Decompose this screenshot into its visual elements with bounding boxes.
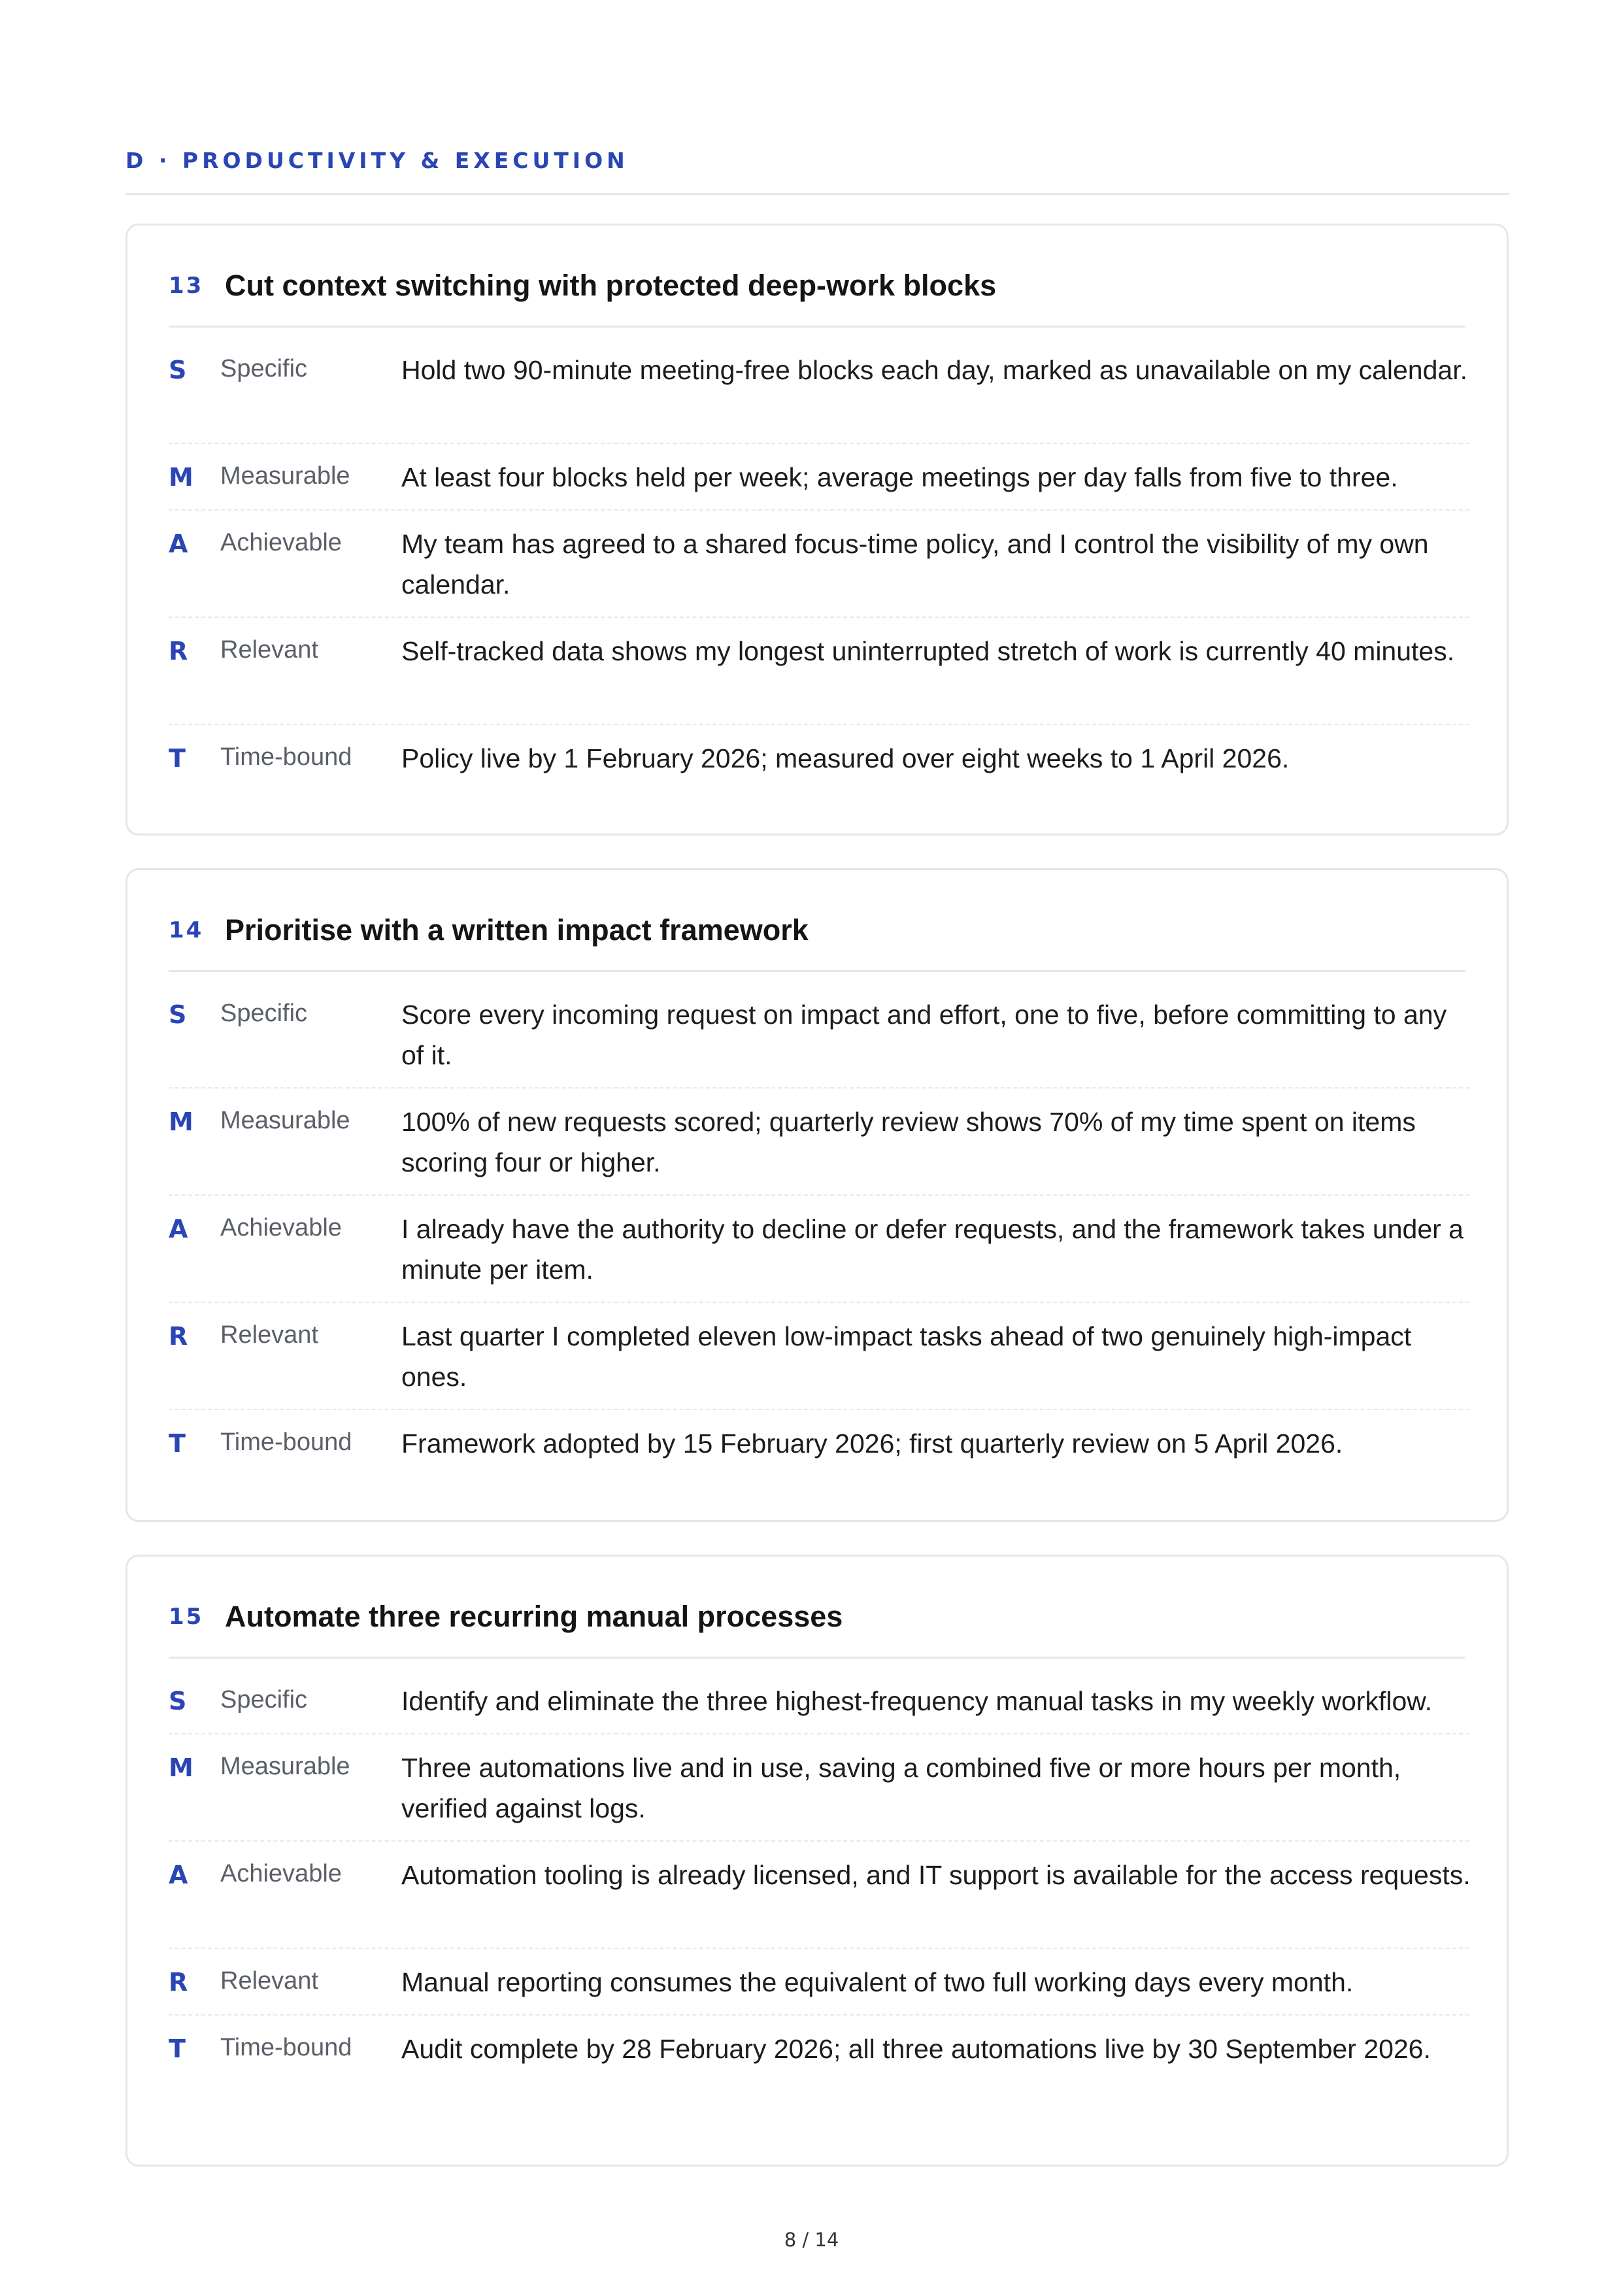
smart-row-measurable [169, 444, 1469, 511]
smart-description: My team has agreed to a shared focus-time policy, and I control the visibility of my own calendar. [401, 529, 1429, 599]
smart-letter: S [169, 1687, 187, 1715]
smart-criterion: Relevant [220, 1321, 318, 1349]
smart-description: Last quarter I completed eleven low-impact tasks ahead of two genuinely high-impact ones. [401, 1321, 1412, 1392]
smart-row-time-bound [169, 2016, 1469, 2082]
smart-letter: M [169, 1753, 193, 1782]
smart-letter: A [169, 1215, 188, 1243]
smart-criterion: Achievable [220, 529, 342, 556]
smart-criterion: Time-bound [220, 2034, 352, 2061]
goal-card [125, 224, 1509, 836]
smart-row-time-bound [169, 725, 1469, 792]
smart-description: Framework adopted by 15 February 2026; first quarterly review on 5 April 2026. [401, 1428, 1343, 1459]
smart-description: At least four blocks held per week; average meetings per day falls from five to three. [401, 462, 1398, 492]
smart-criterion: Time-bound [220, 743, 352, 771]
goal-header [169, 260, 1465, 328]
goal-title: Cut context switching with protected deep-work blocks [225, 269, 997, 302]
smart-letter: T [169, 744, 186, 773]
smart-criterion: Measurable [220, 1753, 350, 1780]
smart-description: Score every incoming request on impact and effort, one to five, before committing to any of it. [401, 1000, 1447, 1070]
smart-description: 100% of new requests scored; quarterly review shows 70% of my time spent on items scoring four or higher. [401, 1107, 1416, 1177]
page-number: 8 / 14 [784, 2229, 839, 2251]
section-title: D · PRODUCTIVITY & EXECUTION [125, 148, 629, 173]
smart-description: Policy live by 1 February 2026; measured over eight weeks to 1 April 2026. [401, 743, 1290, 773]
section-header [125, 145, 1509, 195]
smart-description: Automation tooling is already licensed, and IT support is available for the access requests. [401, 1860, 1471, 1890]
smart-letter: R [169, 1322, 188, 1351]
smart-row-achievable [169, 1196, 1469, 1303]
smart-criterion: Measurable [220, 462, 350, 490]
smart-criterion: Achievable [220, 1860, 342, 1887]
goal-card [125, 868, 1509, 1522]
goal-number: 13 [169, 273, 204, 299]
smart-row-achievable [169, 1842, 1469, 1949]
smart-row-specific [169, 981, 1469, 1089]
smart-rows [169, 981, 1469, 1477]
smart-rows [169, 1668, 1469, 2082]
smart-letter: A [169, 530, 188, 558]
smart-letter: S [169, 1000, 187, 1029]
smart-description: Identify and eliminate the three highest-frequency manual tasks in my weekly workflow. [401, 1686, 1432, 1716]
smart-criterion: Specific [220, 355, 308, 382]
smart-description: Hold two 90-minute meeting-free blocks each day, marked as unavailable on my calendar. [401, 355, 1467, 385]
smart-row-specific [169, 1668, 1469, 1734]
smart-letter: T [169, 1429, 186, 1458]
smart-description: I already have the authority to decline or defer requests, and the framework takes under a minute per item. [401, 1214, 1464, 1285]
goal-number: 15 [169, 1604, 204, 1630]
goal-title: Automate three recurring manual processes [225, 1600, 843, 1633]
goal-title: Prioritise with a written impact framework [225, 913, 809, 947]
smart-row-measurable [169, 1089, 1469, 1196]
smart-row-relevant [169, 1303, 1469, 1410]
smart-row-time-bound [169, 1410, 1469, 1477]
smart-row-relevant [169, 1949, 1469, 2016]
smart-description: Audit complete by 28 February 2026; all three automations live by 30 September 2026. [401, 2034, 1431, 2064]
smart-letter: R [169, 637, 188, 666]
smart-letter: A [169, 1861, 188, 1889]
smart-criterion: Relevant [220, 636, 318, 664]
smart-rows [169, 337, 1469, 792]
goal-header [169, 904, 1465, 972]
smart-letter: M [169, 1107, 193, 1136]
smart-letter: M [169, 463, 193, 492]
smart-letter: S [169, 356, 187, 384]
smart-criterion: Relevant [220, 1967, 318, 1995]
smart-row-relevant [169, 618, 1469, 725]
smart-description: Manual reporting consumes the equivalent of two full working days every month. [401, 1967, 1354, 1997]
smart-criterion: Measurable [220, 1107, 350, 1134]
smart-row-measurable [169, 1734, 1469, 1842]
smart-letter: R [169, 1968, 188, 1997]
goal-card [125, 1555, 1509, 2167]
smart-row-achievable [169, 511, 1469, 618]
goal-number: 14 [169, 917, 204, 943]
goal-header [169, 1591, 1465, 1659]
smart-criterion: Specific [220, 1686, 308, 1714]
smart-row-specific [169, 337, 1469, 444]
smart-description: Self-tracked data shows my longest uninterrupted stretch of work is currently 40 minutes. [401, 636, 1455, 666]
smart-letter: T [169, 2034, 186, 2063]
smart-criterion: Specific [220, 1000, 308, 1027]
smart-criterion: Time-bound [220, 1428, 352, 1456]
smart-description: Three automations live and in use, saving a combined five or more hours per month, verified against logs. [401, 1753, 1401, 1823]
smart-criterion: Achievable [220, 1214, 342, 1241]
